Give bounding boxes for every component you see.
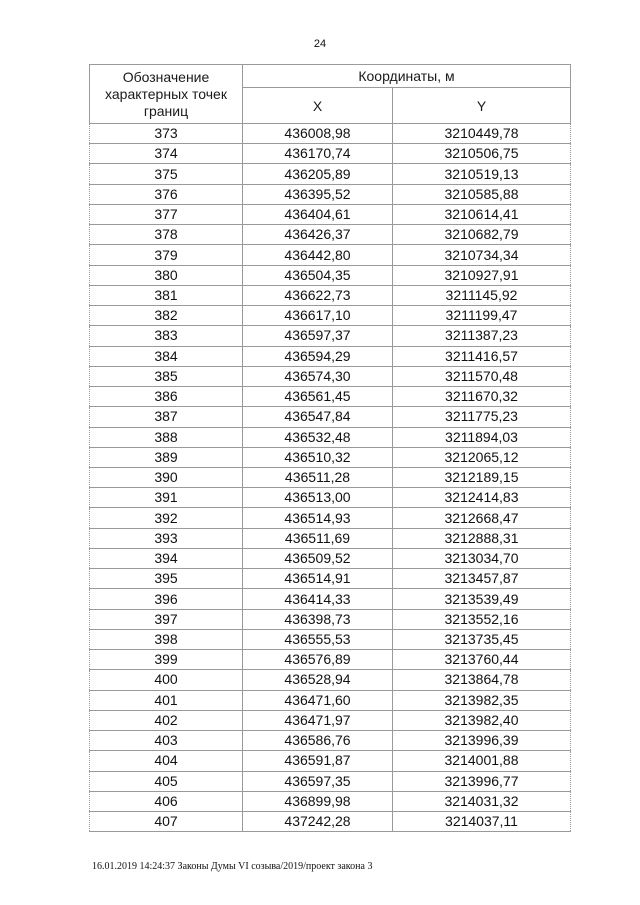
point-number-cell: 397 [90,609,243,629]
y-coordinate-cell: 3211387,23 [393,326,571,346]
point-number-cell: 400 [90,670,243,690]
point-number-cell: 377 [90,204,243,224]
y-coordinate-cell: 3214037,11 [393,811,571,831]
y-coordinate-cell: 3211775,23 [393,407,571,427]
point-number-cell: 379 [90,245,243,265]
table-row [90,285,571,305]
point-number-cell: 399 [90,650,243,670]
y-coordinate-cell: 3213996,39 [393,731,571,751]
point-number-cell: 404 [90,751,243,771]
x-coordinate-cell: 436555,53 [243,629,393,649]
x-coordinate-cell: 436576,89 [243,650,393,670]
y-coordinate-cell: 3213864,78 [393,670,571,690]
point-number-cell: 407 [90,811,243,831]
table-row [90,609,571,629]
table-row [90,528,571,548]
table-row [90,589,571,609]
y-coordinate-cell: 3212414,83 [393,488,571,508]
table-row [90,124,571,144]
point-number-cell: 388 [90,427,243,447]
point-number-cell: 375 [90,164,243,184]
table-row [90,569,571,589]
point-number-cell: 378 [90,225,243,245]
table-row [90,670,571,690]
coordinates-header: Координаты, м [243,65,571,88]
y-coordinate-cell: 3212668,47 [393,508,571,528]
y-coordinate-cell: 3210585,88 [393,184,571,204]
x-coordinate-cell: 436532,48 [243,427,393,447]
table-row [90,791,571,811]
x-coordinate-cell: 436528,94 [243,670,393,690]
page-number: 24 [313,38,327,50]
x-coordinate-cell: 436513,00 [243,488,393,508]
table-row [90,245,571,265]
x-coordinate-cell: 436597,35 [243,771,393,791]
x-coordinate-cell: 436591,87 [243,751,393,771]
table-row [90,306,571,326]
point-number-cell: 398 [90,629,243,649]
y-coordinate-cell: 3210614,41 [393,204,571,224]
y-coordinate-cell: 3213457,87 [393,569,571,589]
x-coordinate-cell: 436899,98 [243,791,393,811]
table-row [90,326,571,346]
point-number-cell: 401 [90,690,243,710]
x-coordinate-cell: 436514,93 [243,508,393,528]
x-coordinate-cell: 436426,37 [243,225,393,245]
x-coordinate-cell: 436510,32 [243,447,393,467]
y-coordinate-cell: 3214001,88 [393,751,571,771]
x-coordinate-cell: 437242,28 [243,811,393,831]
point-number-cell: 403 [90,731,243,751]
x-coordinate-cell: 436504,35 [243,265,393,285]
y-coordinate-cell: 3210734,34 [393,245,571,265]
x-coordinate-cell: 436617,10 [243,306,393,326]
table-row [90,467,571,487]
y-coordinate-cell: 3213996,77 [393,771,571,791]
table-row [90,447,571,467]
point-number-cell: 392 [90,508,243,528]
table-row [90,346,571,366]
point-number-cell: 387 [90,407,243,427]
y-coordinate-cell: 3210682,79 [393,225,571,245]
table-row [90,204,571,224]
y-coordinate-cell: 3213735,45 [393,629,571,649]
y-coordinate-cell: 3210449,78 [393,124,571,144]
point-number-cell: 389 [90,447,243,467]
point-number-cell: 386 [90,387,243,407]
y-coordinate-cell: 3213552,16 [393,609,571,629]
table-row [90,690,571,710]
y-coordinate-cell: 3211894,03 [393,427,571,447]
x-coordinate-cell: 436442,80 [243,245,393,265]
y-coordinate-cell: 3211670,32 [393,387,571,407]
x-coordinate-cell: 436597,37 [243,326,393,346]
point-number-cell: 376 [90,184,243,204]
table-row [90,225,571,245]
table-row [90,731,571,751]
y-coordinate-cell: 3210506,75 [393,144,571,164]
x-coordinate-cell: 436008,98 [243,124,393,144]
document-footer: 16.01.2019 14:24:37 Законы Думы VI созыва/2019/проект закона 3 [92,861,373,872]
y-coordinate-cell: 3213539,49 [393,589,571,609]
point-number-cell: 373 [90,124,243,144]
x-coordinate-cell: 436547,84 [243,407,393,427]
x-coordinate-cell: 436622,73 [243,285,393,305]
x-column-header: X [243,88,393,124]
y-coordinate-cell: 3211570,48 [393,366,571,386]
y-coordinate-cell: 3211416,57 [393,346,571,366]
x-coordinate-cell: 436561,45 [243,387,393,407]
y-coordinate-cell: 3211145,92 [393,285,571,305]
table-row [90,629,571,649]
y-column-header: Y [393,88,571,124]
table-row [90,751,571,771]
x-coordinate-cell: 436471,60 [243,690,393,710]
y-coordinate-cell: 3214031,32 [393,791,571,811]
point-number-cell: 402 [90,710,243,730]
y-coordinate-cell: 3213760,44 [393,650,571,670]
table-row [90,387,571,407]
table-row [90,407,571,427]
x-coordinate-cell: 436586,76 [243,731,393,751]
table-header [90,65,571,124]
point-number-cell: 385 [90,366,243,386]
table-row [90,650,571,670]
y-coordinate-cell: 3212888,31 [393,528,571,548]
table-row [90,427,571,447]
table-row [90,548,571,568]
x-coordinate-cell: 436395,52 [243,184,393,204]
point-number-cell: 391 [90,488,243,508]
y-coordinate-cell: 3212065,12 [393,447,571,467]
table-row [90,366,571,386]
point-number-cell: 393 [90,528,243,548]
table-row [90,265,571,285]
point-number-cell: 394 [90,548,243,568]
x-coordinate-cell: 436509,52 [243,548,393,568]
point-number-cell: 374 [90,144,243,164]
point-number-cell: 390 [90,467,243,487]
point-number-cell: 380 [90,265,243,285]
x-coordinate-cell: 436398,73 [243,609,393,629]
table-row [90,184,571,204]
point-designation-header: Обозначение характерных точек границ [90,65,243,124]
x-coordinate-cell: 436170,74 [243,144,393,164]
point-number-cell: 383 [90,326,243,346]
x-coordinate-cell: 436471,97 [243,710,393,730]
x-coordinate-cell: 436514,91 [243,569,393,589]
y-coordinate-cell: 3213034,70 [393,548,571,568]
table-row [90,771,571,791]
y-coordinate-cell: 3210519,13 [393,164,571,184]
point-number-cell: 381 [90,285,243,305]
y-coordinate-cell: 3210927,91 [393,265,571,285]
y-coordinate-cell: 3212189,15 [393,467,571,487]
x-coordinate-cell: 436414,33 [243,589,393,609]
table-row [90,144,571,164]
table-row [90,164,571,184]
x-coordinate-cell: 436205,89 [243,164,393,184]
y-coordinate-cell: 3213982,40 [393,710,571,730]
coordinates-table [89,64,571,832]
table-row [90,811,571,831]
x-coordinate-cell: 436594,29 [243,346,393,366]
y-coordinate-cell: 3213982,35 [393,690,571,710]
x-coordinate-cell: 436511,69 [243,528,393,548]
point-number-cell: 406 [90,791,243,811]
point-number-cell: 382 [90,306,243,326]
point-number-cell: 396 [90,589,243,609]
x-coordinate-cell: 436404,61 [243,204,393,224]
point-number-cell: 405 [90,771,243,791]
x-coordinate-cell: 436574,30 [243,366,393,386]
x-coordinate-cell: 436511,28 [243,467,393,487]
table-row [90,508,571,528]
table-row [90,488,571,508]
y-coordinate-cell: 3211199,47 [393,306,571,326]
table-row [90,710,571,730]
point-number-cell: 395 [90,569,243,589]
table-body [90,124,571,832]
point-number-cell: 384 [90,346,243,366]
